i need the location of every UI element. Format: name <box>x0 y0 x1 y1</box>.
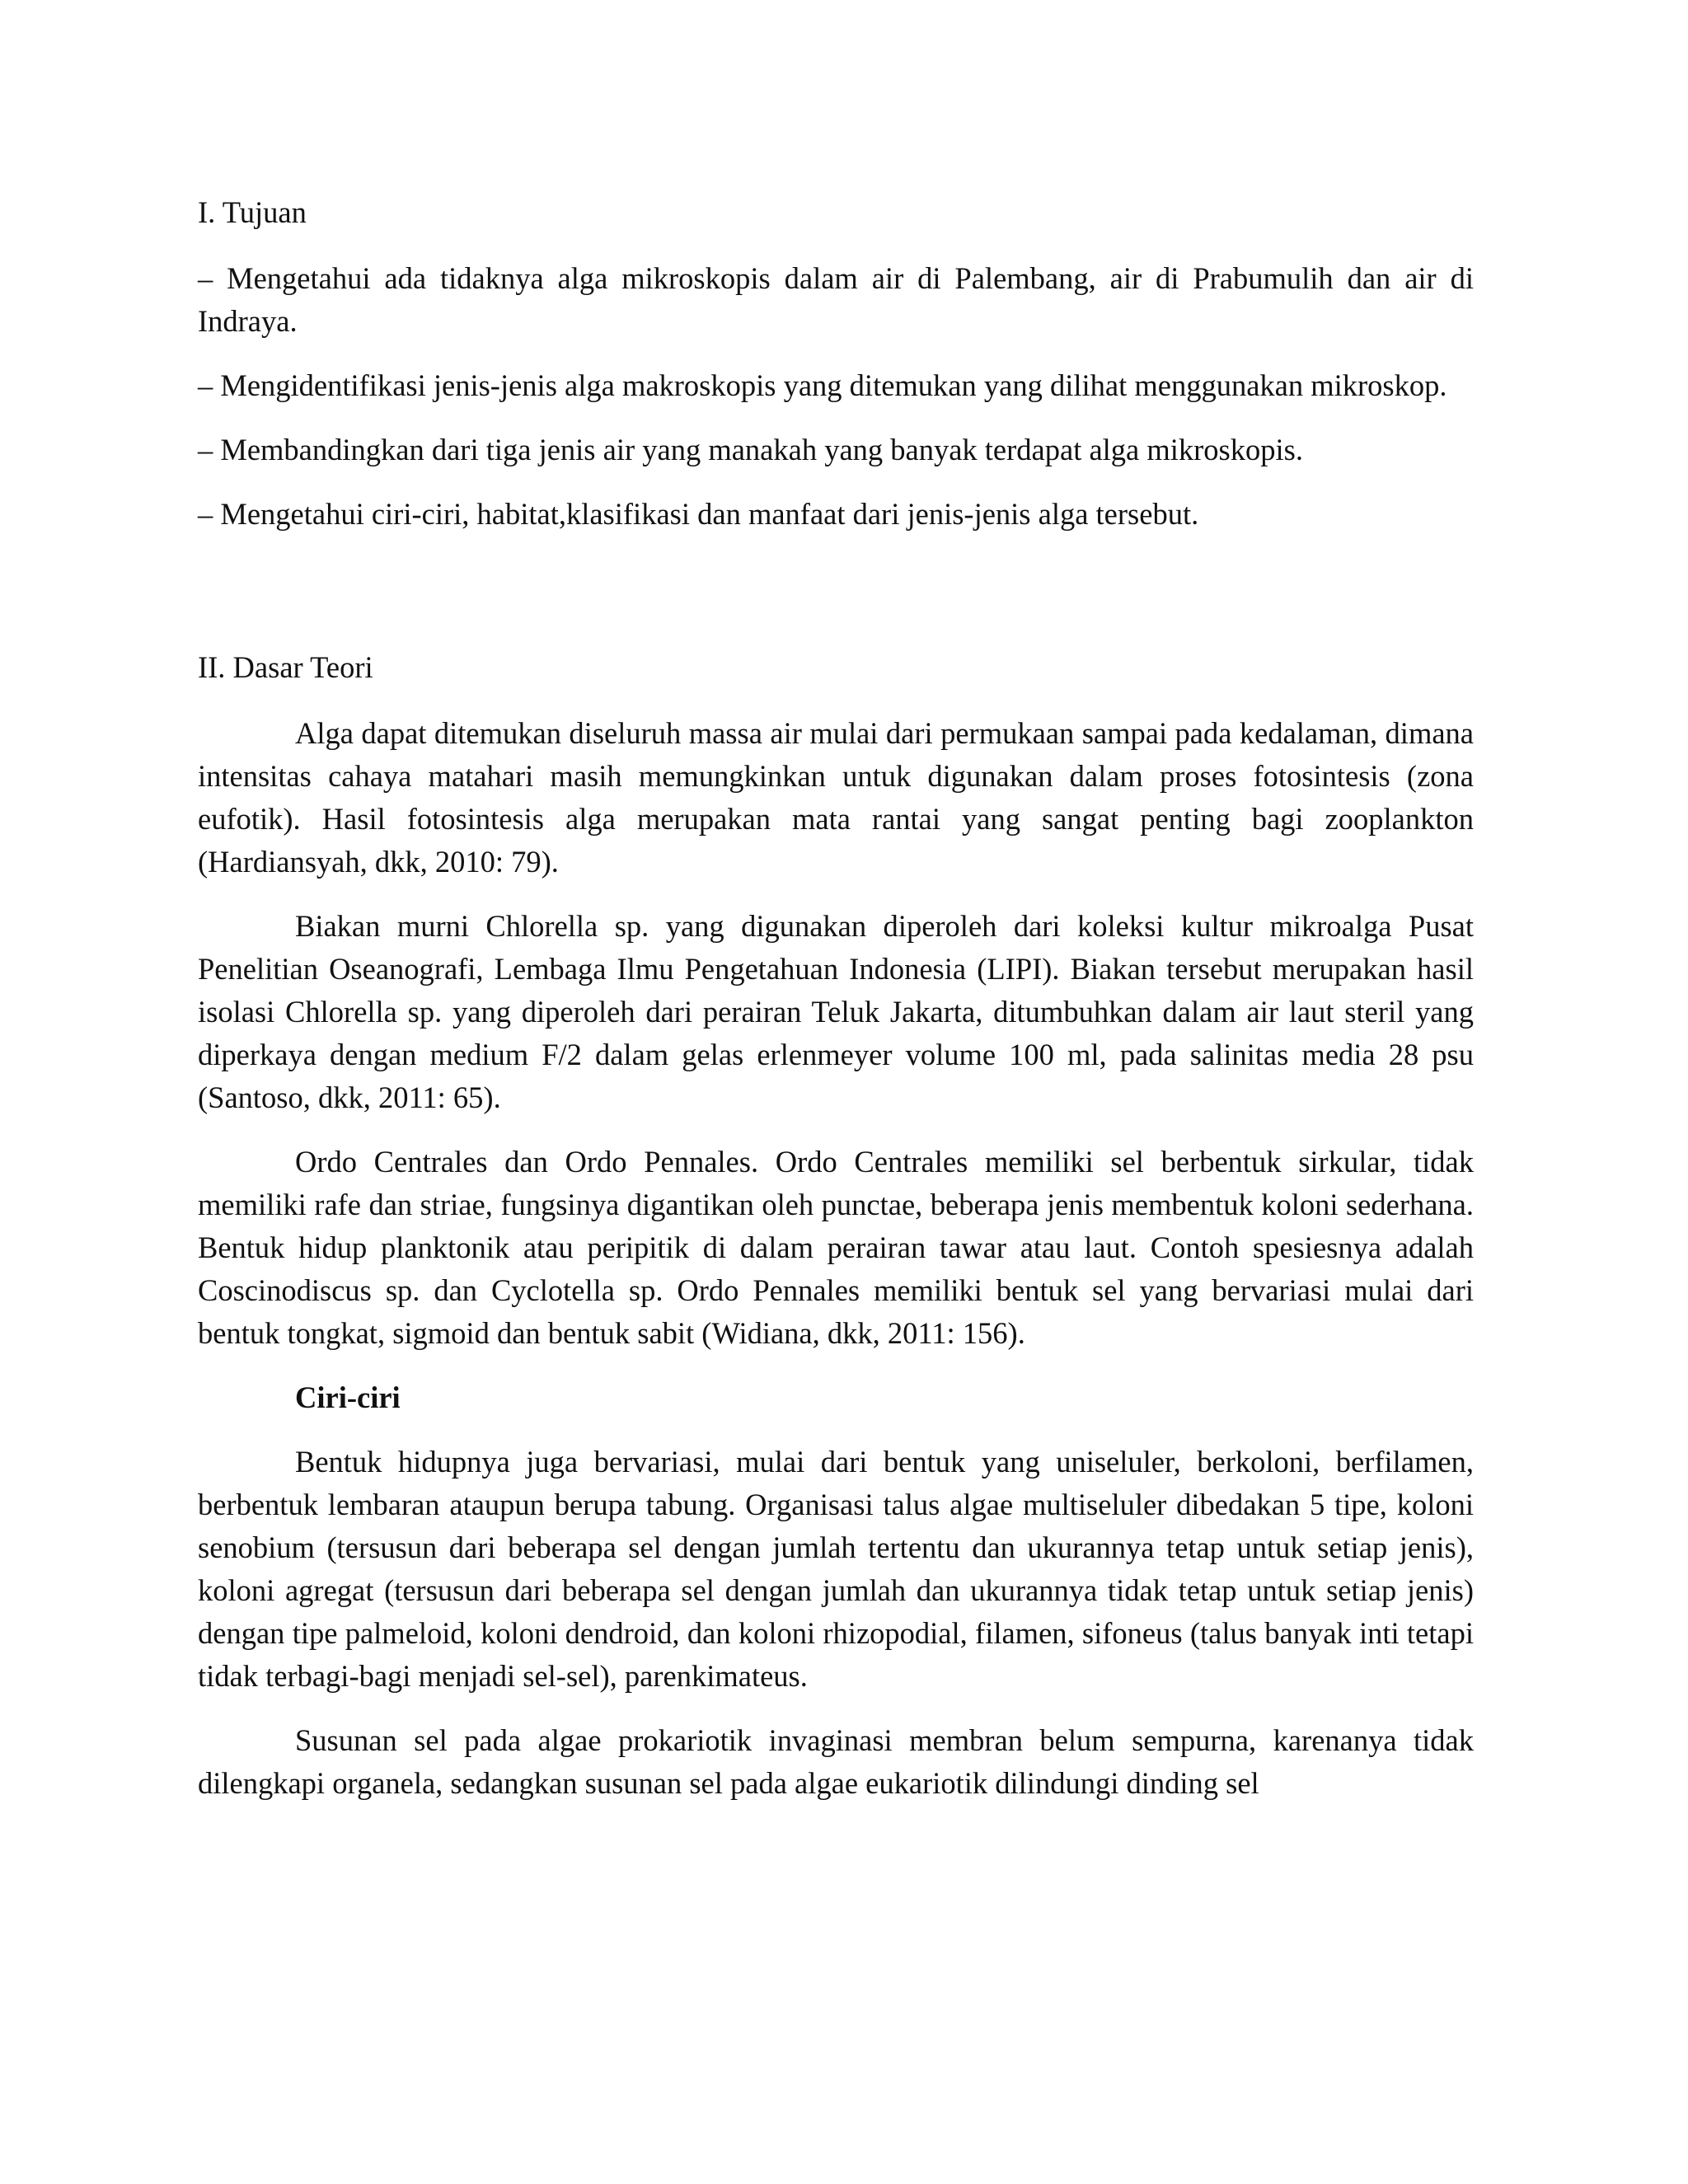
objective-item: – Mengetahui ciri-ciri, habitat,klasifikasi dan manfaat dari jenis-jenis alga tersebut. <box>198 497 1199 531</box>
objective-item: – Mengetahui ada tidaknya alga mikroskopis dalam air di Palembang, air di Prabumulih dan air di Indraya. <box>198 261 1474 338</box>
theory-paragraph: Alga dapat ditemukan diseluruh massa air mulai dari permukaan sampai pada kedalaman, dimana intensitas cahaya matahari masih memungkinkan untuk digunakan dalam proses fotosintesis (zona eufotik). Hasil fotosintesis alga merupakan mata rantai yang sangat penting bagi zooplankton (Hardiansyah, dkk, 2010: 79). <box>198 716 1474 879</box>
characteristics-paragraph: Susunan sel pada algae prokariotik invaginasi membran belum sempurna, karenanya tidak dilengkapi organela, sedangkan susunan sel pada algae eukariotik dilindungi dinding sel <box>198 1723 1474 1800</box>
objective-item: – Mengidentifikasi jenis-jenis alga makroskopis yang ditemukan yang dilihat menggunakan mikroskop. <box>198 368 1447 402</box>
theory-paragraph: Ordo Centrales dan Ordo Pennales. Ordo Centrales memiliki sel berbentuk sirkular, tidak memiliki rafe dan striae, fungsinya digantikan oleh punctae, beberapa jenis membentuk koloni sederhana. Bentuk hidup planktonik atau peripitik di dalam perairan tawar atau laut. Contoh spesiesnya adalah Coscinodiscus sp. dan Cyclotella sp. Ordo Pennales memiliki bentuk sel yang bervariasi mulai dari bentuk tongkat, sigmoid dan bentuk sabit (Widiana, dkk, 2011: 156). <box>198 1145 1474 1350</box>
objective-item: – Membandingkan dari tiga jenis air yang manakah yang banyak terdapat alga mikroskopis. <box>198 433 1303 466</box>
subheading-ciri-ciri: Ciri-ciri <box>295 1380 401 1414</box>
section-heading-dasar-teori: II. Dasar Teori <box>198 650 373 684</box>
document-page <box>198 191 1474 1826</box>
section-spacer <box>198 557 1474 646</box>
characteristics-paragraph: Bentuk hidupnya juga bervariasi, mulai dari bentuk yang uniseluler, berkoloni, berfilamen, berbentuk lembaran ataupun berupa tabung. Organisasi talus algae multiseluler dibedakan 5 tipe, koloni senobium (tersusun dari beberapa sel dengan jumlah tertentu dan ukurannya tetap untuk setiap jenis), koloni agregat (tersusun dari beberapa sel dengan jumlah dan ukurannya tidak tetap untuk setiap jenis) dengan tipe palmeloid, koloni dendroid, dan koloni rhizopodial, filamen, sifoneus (talus banyak inti tetapi tidak terbagi-bagi menjadi sel-sel), parenkimateus. <box>198 1445 1474 1693</box>
theory-paragraph: Biakan murni Chlorella sp. yang digunakan diperoleh dari koleksi kultur mikroalga Pusat Penelitian Oseanografi, Lembaga Ilmu Pengetahuan Indonesia (LIPI). Biakan tersebut merupakan hasil isolasi Chlorella sp. yang diperoleh dari perairan Teluk Jakarta, ditumbuhkan dalam air laut steril yang diperkaya dengan medium F/2 dalam gelas erlenmeyer volume 100 ml, pada salinitas media 28 psu (Santoso, dkk, 2011: 65). <box>198 909 1474 1114</box>
section-heading-tujuan: I. Tujuan <box>198 195 307 229</box>
